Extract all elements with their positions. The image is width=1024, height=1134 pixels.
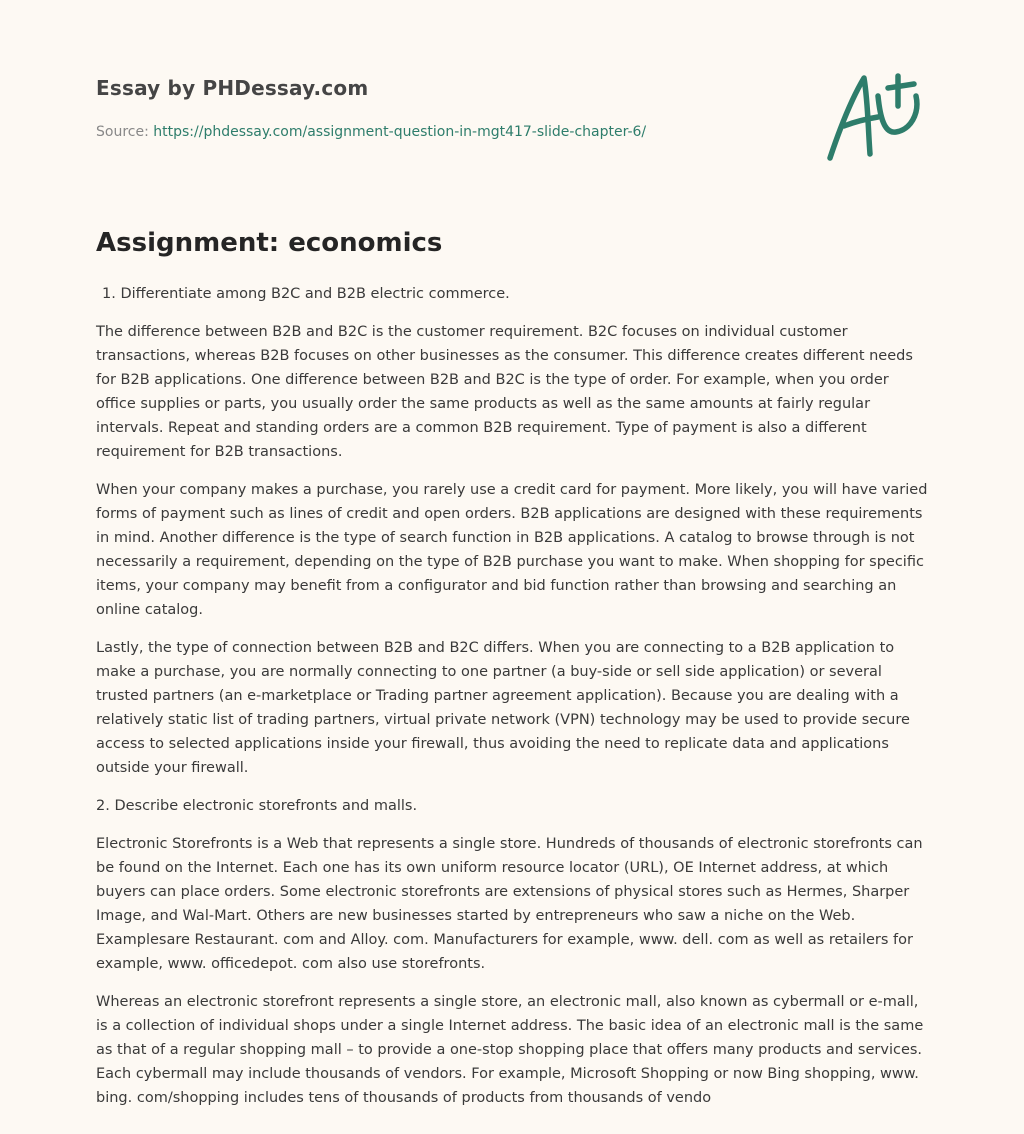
site-title: Essay by PHDessay.com <box>96 76 369 100</box>
question-1: 1. Differentiate among B2C and B2B electric commerce. <box>102 286 510 302</box>
document-body <box>96 228 932 1124</box>
paragraph: Lastly, the type of connection between B2B and B2C differs. When you are connecting to a B2B application to make a purchase, you are normally connecting to one partner (a buy-side or sell side application) or several trusted partners (an e-marketplace or Trading partner agreement application). Because you are dealing with a relatively static list of trading partners, virtual private network (VPN) technology may be used to provide secure access to selected applications inside your firewall, thus avoiding the need to replicate data and applications outside your firewall. <box>96 640 910 776</box>
paragraph: Electronic Storefronts is a Web that represents a single store. Hundreds of thousands of electronic storefronts can be found on the Internet. Each one has its own uniform resource locator (URL), OE Internet address, at which buyers can place orders. Some electronic storefronts are extensions of physical stores such as Hermes, Sharper Image, and Wal-Mart. Others are new businesses started by entrepreneurs who saw a niche on the Web. Examplesare Restaurant. com and Alloy. com. Manufacturers for example, www. dell. com as well as retailers for example, www. officedepot. com also use storefronts. <box>96 836 923 972</box>
source-line <box>96 124 646 140</box>
page-header <box>96 76 936 100</box>
paragraph: Whereas an electronic storefront represents a single store, an electronic mall, also known as cybermall or e-mall, is a collection of individual shops under a single Internet address. The basic idea of an electronic mall is the same as that of a regular shopping mall – to provide a one-stop shopping place that offers many products and services. Each cybermall may include thousands of vendors. For example, Microsoft Shopping or now Bing shopping, www. bing. com/shopping includes tens of thousands of products from thousands of vendo <box>96 994 924 1106</box>
paragraph: The difference between B2B and B2C is the customer requirement. B2C focuses on individual customer transactions, whereas B2B focuses on other businesses as the consumer. This difference creates different needs for B2B applications. One difference between B2B and B2C is the type of order. For example, when you order office supplies or parts, you usually order the same products as well as the same amounts at fairly regular intervals. Repeat and standing orders are a common B2B requirement. Type of payment is also a different requirement for B2B transactions. <box>96 324 913 460</box>
document-title: Assignment: economics <box>96 228 443 258</box>
question-2: 2. Describe electronic storefronts and malls. <box>96 798 418 814</box>
a-plus-logo-icon <box>818 66 930 166</box>
paragraph: When your company makes a purchase, you rarely use a credit card for payment. More likely, you will have varied forms of payment such as lines of credit and open orders. B2B applications are designed with these requirements in mind. Another difference is the type of search function in B2B applications. A catalog to browse through is not necessarily a requirement, depending on the type of B2B purchase you want to make. When shopping for specific items, your company may benefit from a configurator and bid function rather than browsing and searching an online catalog. <box>96 482 928 618</box>
source-link[interactable]: https://phdessay.com/assignment-question-in-mgt417-slide-chapter-6/ <box>153 124 647 140</box>
source-label: Source: <box>96 124 149 140</box>
